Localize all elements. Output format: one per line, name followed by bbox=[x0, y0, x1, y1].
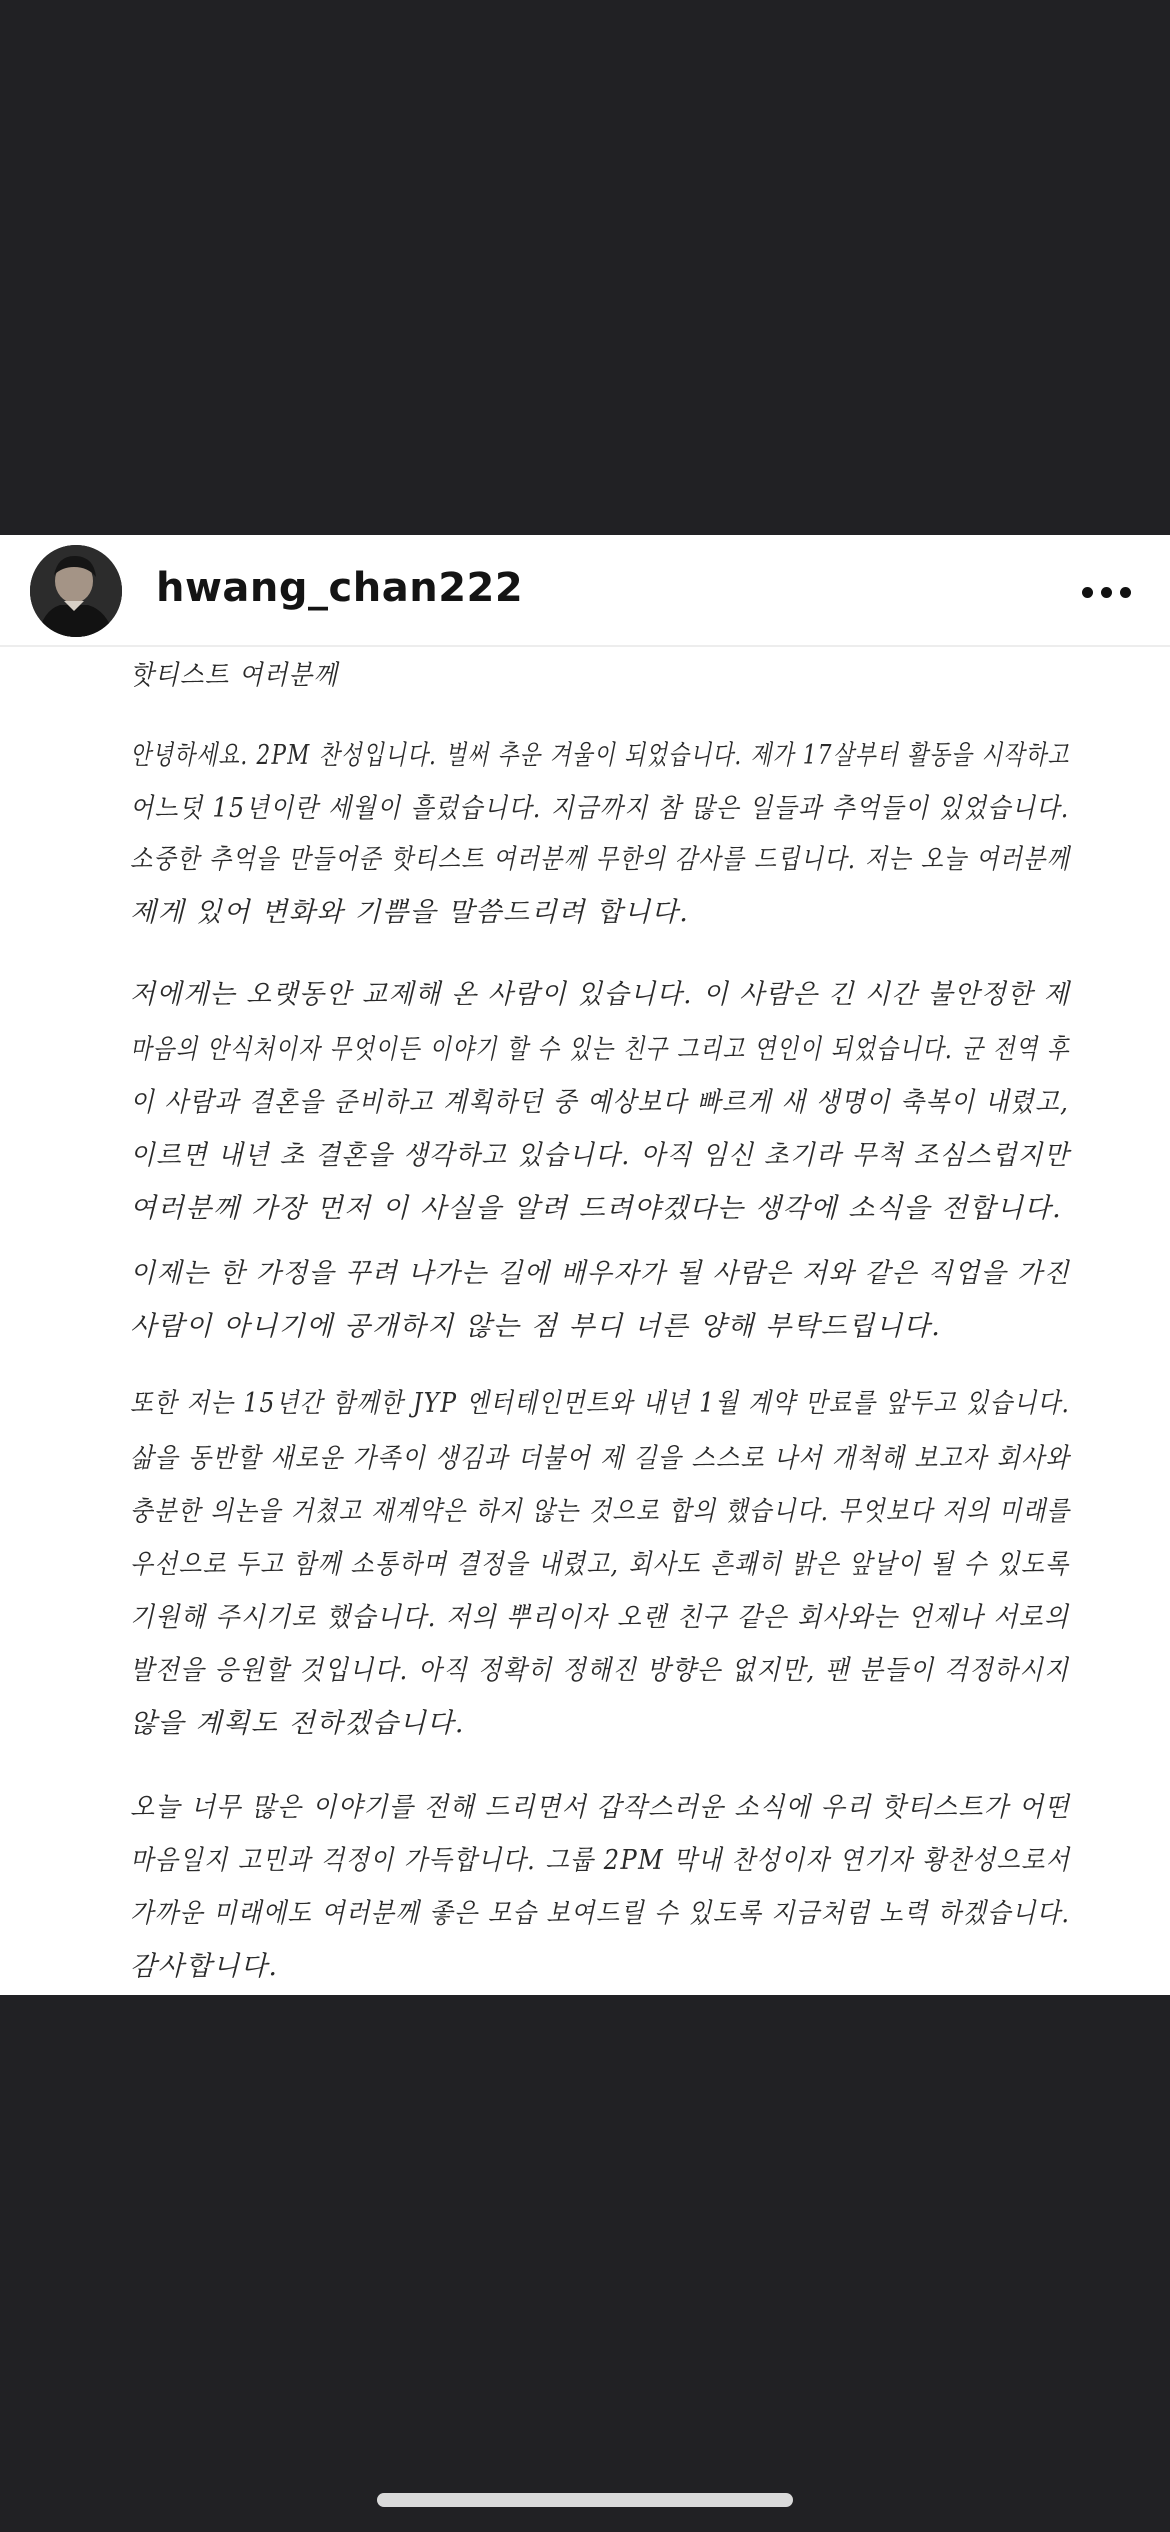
more-options-button[interactable] bbox=[1072, 573, 1142, 613]
letter-line: 이제는 한 가정을 꾸려 나가는 길에 배우자가 될 사람은 저와 같은 직업을 가진 bbox=[130, 1258, 1071, 1289]
letter-line: 안녕하세요. 2PM 찬성입니다. 벌써 추운 겨울이 되었습니다. 제가 17살부터 활동을 시작하고 bbox=[130, 740, 1070, 771]
letter-line: 우선으로 두고 함께 소통하며 결정을 내렸고, 회사도 흔쾌히 밝은 앞날이 될 수 있도록 bbox=[130, 1549, 1070, 1580]
letter-line: 가까운 미래에도 여러분께 좋은 모습 보여드릴 수 있도록 지금처럼 노력 하겠습니다. bbox=[130, 1898, 1071, 1929]
username[interactable]: hwang_chan222 bbox=[156, 565, 524, 611]
more-horizontal-icon bbox=[1101, 587, 1112, 598]
profile-photo bbox=[30, 545, 122, 637]
letter-line: 기원해 주시기로 했습니다. 저의 뿌리이자 오랜 친구 같은 회사와는 언제나 서로의 bbox=[130, 1602, 1070, 1633]
letter-line: 오늘 너무 많은 이야기를 전해 드리면서 갑작스러운 소식에 우리 핫티스트가 어떤 bbox=[130, 1792, 1071, 1823]
letter-line: 마음의 안식처이자 무엇이든 이야기 할 수 있는 친구 그리고 연인이 되었습니다. 군 전역 후 bbox=[130, 1034, 1070, 1065]
letter-line: 사람이 아니기에 공개하지 않는 점 부디 너른 양해 부탁드립니다. bbox=[130, 1311, 942, 1342]
letter-line: 마음일지 고민과 걱정이 가득합니다. 그룹 2PM 막내 찬성이자 연기자 황찬성으로서 bbox=[130, 1845, 1071, 1876]
letter-line: 어느덧 15년이란 세월이 흘렀습니다. 지금까지 참 많은 일들과 추억들이 있었습니다. bbox=[130, 793, 1070, 824]
handwritten-letter-image bbox=[0, 647, 1170, 1995]
more-horizontal-icon bbox=[1120, 587, 1131, 598]
letter-signoff: 감사합니다. bbox=[130, 1951, 279, 1982]
letter-line: 여러분께 가장 먼저 이 사실을 알려 드려야겠다는 생각에 소식을 전합니다. bbox=[130, 1193, 1063, 1224]
letter-line: 소중한 추억을 만들어준 핫티스트 여러분께 무한의 감사를 드립니다. 저는 오늘 여러분께 bbox=[130, 844, 1071, 875]
letter-line: 또한 저는 15년간 함께한 JYP 엔터테인먼트와 내년 1월 계약 만료를 앞두고 있습니다. bbox=[130, 1388, 1071, 1419]
letter-line: 이 사람과 결혼을 준비하고 계획하던 중 예상보다 빠르게 새 생명이 축복이 내렸고, bbox=[130, 1087, 1070, 1118]
letter-line: 저에게는 오랫동안 교제해 온 사람이 있습니다. 이 사람은 긴 시간 불안정한 제 bbox=[130, 979, 1071, 1010]
profile-avatar[interactable] bbox=[30, 545, 122, 637]
instagram-post bbox=[0, 535, 1170, 1995]
letter-line: 충분한 의논을 거쳤고 재계약은 하지 않는 것으로 합의 했습니다. 무엇보다 저의 미래를 bbox=[130, 1496, 1071, 1527]
more-horizontal-icon bbox=[1082, 587, 1093, 598]
letter-line: 제게 있어 변화와 기쁨을 말씀드리려 합니다. bbox=[130, 897, 690, 928]
letter-line: 않을 계획도 전하겠습니다. bbox=[130, 1708, 466, 1739]
post-header bbox=[0, 535, 1170, 645]
home-indicator[interactable] bbox=[377, 2493, 793, 2507]
letter-line: 삶을 동반할 새로운 가족이 생김과 더불어 제 길을 스스로 나서 개척해 보고자 회사와 bbox=[130, 1443, 1071, 1474]
letter-greeting: 핫티스트 여러분께 bbox=[130, 660, 339, 691]
letter-line: 발전을 응원할 것입니다. 아직 정확히 정해진 방향은 없지만, 팬 분들이 걱정하시지 bbox=[130, 1655, 1070, 1686]
letter-line: 이르면 내년 초 결혼을 생각하고 있습니다. 아직 임신 초기라 무척 조심스럽지만 bbox=[130, 1140, 1070, 1171]
